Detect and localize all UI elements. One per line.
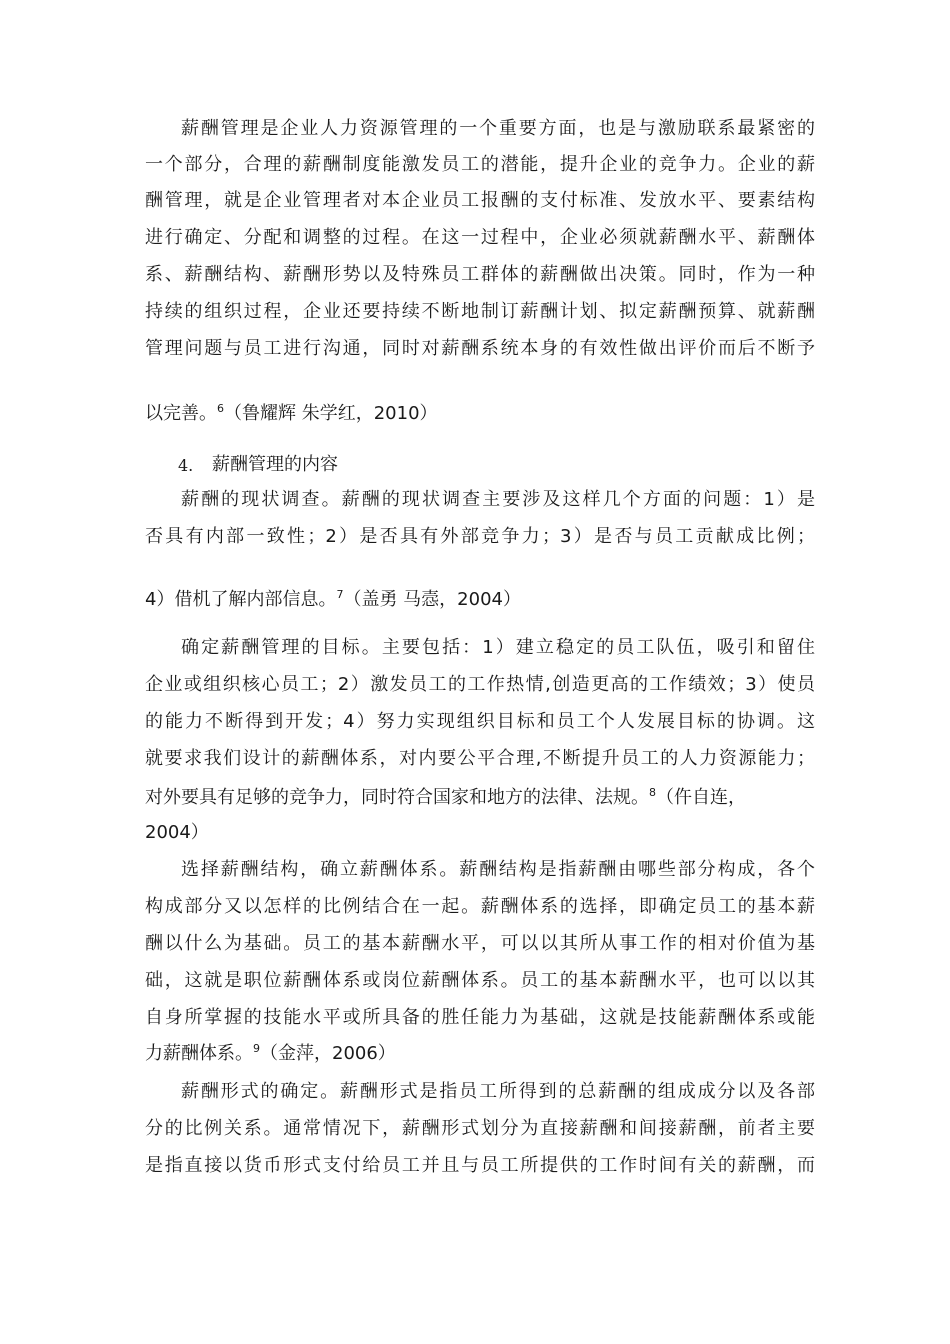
- footnote-marker: 9: [253, 1042, 260, 1055]
- citation: （仵自连，: [656, 787, 746, 808]
- text-segment: 对外要具有足够的竞争力，同时符合国家和地方的法律、法规。: [145, 787, 649, 808]
- text-line: 持续的组织过程，企业还要持续不断地制订薪酬计划、拟定薪酬预算、就薪酬: [145, 301, 815, 322]
- text-line: 自身所掌握的技能水平或所具备的胜任能力为基础，这就是技能薪酬体系或能: [145, 1007, 815, 1028]
- text-line: 选择薪酬结构，确立薪酬体系。薪酬结构是指薪酬由哪些部分构成，各个: [181, 859, 815, 880]
- citation: （金萍，2006）: [260, 1043, 396, 1064]
- text-line: 是指直接以货币形式支付给员工并且与员工所提供的工作时间有关的薪酬，而: [145, 1155, 815, 1176]
- text-line: 构成部分又以怎样的比例结合在一起。薪酬体系的选择，即确定员工的基本薪: [145, 896, 815, 917]
- text-line: 进行确定、分配和调整的过程。在这一过程中，企业必须就薪酬水平、薪酬体: [145, 227, 815, 248]
- citation: （鲁耀辉 朱学红，2010）: [224, 403, 438, 424]
- section-number: 4.: [178, 456, 194, 475]
- text-segment: 以完善。: [145, 403, 217, 424]
- text-line: 系、薪酬结构、薪酬形势以及特殊员工群体的薪酬做出决策。同时，作为一种: [145, 264, 815, 285]
- footnote-marker: 6: [217, 402, 224, 415]
- text-line: 2004）: [145, 822, 209, 843]
- text-line: 分的比例关系。通常情况下，薪酬形式划分为直接薪酬和间接薪酬，前者主要: [145, 1118, 815, 1139]
- text-line: 企业或组织核心员工；2）激发员工的工作热情,创造更高的工作绩效；3）使员: [145, 674, 815, 695]
- text-line-with-footnote: [145, 786, 815, 810]
- section-heading: 薪酬管理的内容: [212, 454, 338, 475]
- text-line: 的能力不断得到开发；4）努力实现组织目标和员工个人发展目标的协调。这: [145, 711, 815, 732]
- text-line: 否具有内部一致性；2）是否具有外部竞争力；3）是否与员工贡献成比例；: [145, 526, 815, 547]
- text-line: 薪酬管理是企业人力资源管理的一个重要方面，也是与激励联系最紧密的: [181, 118, 815, 139]
- citation: （盖勇 马悫，2004）: [343, 589, 521, 610]
- text-line: 酬以什么为基础。员工的基本薪酬水平，可以以其所从事工作的相对价值为基: [145, 933, 815, 954]
- text-line: 确定薪酬管理的目标。主要包括：1）建立稳定的员工队伍，吸引和留住: [181, 637, 815, 658]
- text-line: 酬管理，就是企业管理者对本企业员工报酬的支付标准、发放水平、要素结构: [145, 190, 815, 211]
- text-line: 一个部分，合理的薪酬制度能激发员工的潜能，提升企业的竞争力。企业的薪: [145, 154, 815, 175]
- footnote-marker: 8: [649, 786, 656, 799]
- text-line: 础，这就是职位薪酬体系或岗位薪酬体系。员工的基本薪酬水平，也可以以其: [145, 970, 815, 991]
- text-line-with-footnote: [145, 588, 815, 612]
- footnote-marker: 7: [336, 588, 344, 601]
- text-line-with-footnote: [145, 1042, 815, 1066]
- text-segment: 4）借机了解内部信息。: [145, 589, 337, 610]
- text-line: 就要求我们设计的薪酬体系，对内要公平合理,不断提升员工的人力资源能力；: [145, 748, 815, 769]
- text-line-with-footnote: [145, 402, 815, 426]
- text-segment: 力薪酬体系。: [145, 1043, 253, 1064]
- text-line: 薪酬形式的确定。薪酬形式是指员工所得到的总薪酬的组成成分以及各部: [181, 1081, 815, 1102]
- text-line: 管理问题与员工进行沟通，同时对薪酬系统本身的有效性做出评价而后不断予: [145, 338, 815, 359]
- text-line: 薪酬的现状调查。薪酬的现状调查主要涉及这样几个方面的问题：1）是: [181, 489, 815, 510]
